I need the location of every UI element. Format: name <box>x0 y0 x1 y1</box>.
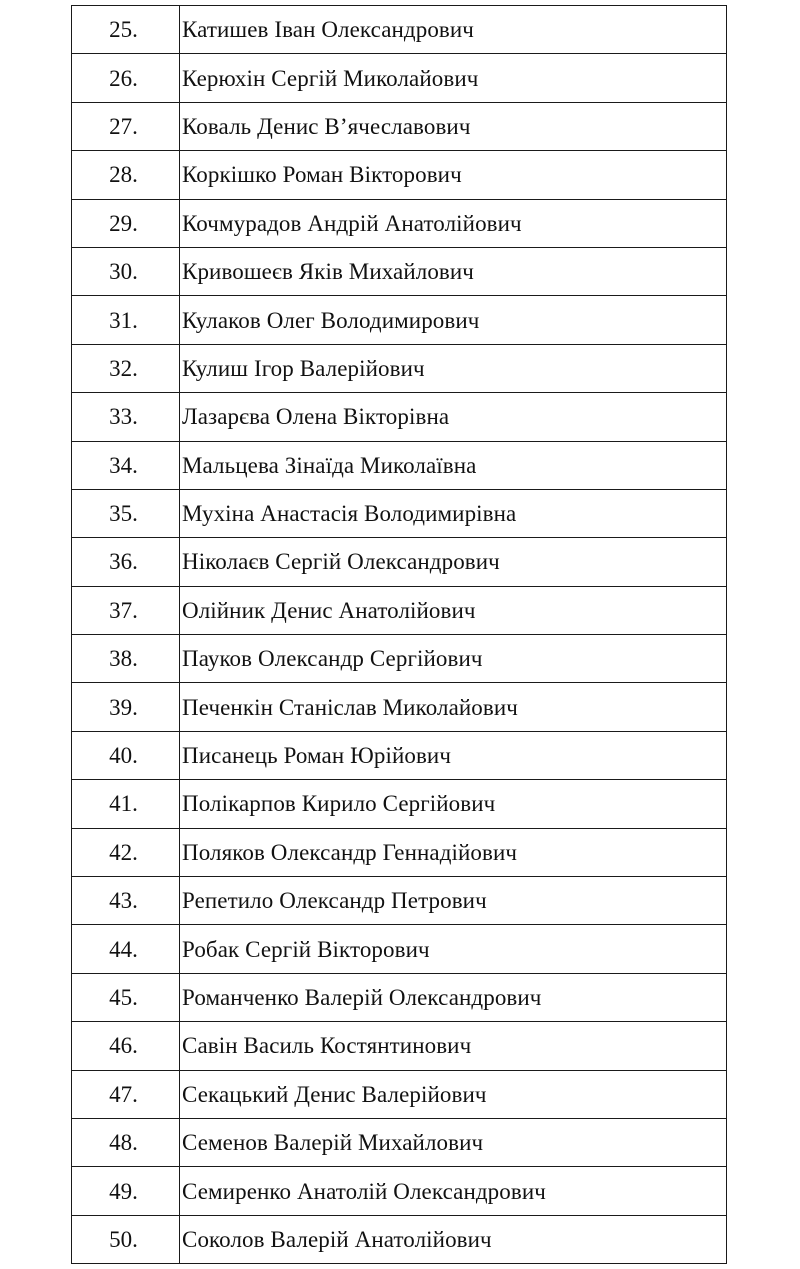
person-name: Семиренко Анатолій Олександрович <box>180 1167 727 1215</box>
table-row <box>72 731 727 779</box>
person-name: Печенкін Станіслав Миколайович <box>180 683 727 731</box>
row-number: 45. <box>72 973 180 1021</box>
table-row <box>72 925 727 973</box>
row-number: 36. <box>72 538 180 586</box>
table-row <box>72 393 727 441</box>
row-number: 32. <box>72 344 180 392</box>
table-row <box>72 489 727 537</box>
person-name: Полікарпов Кирило Сергійович <box>180 780 727 828</box>
person-name: Савін Василь Костянтинович <box>180 1022 727 1070</box>
name-list-table <box>71 5 727 1264</box>
table-row <box>72 877 727 925</box>
row-number: 39. <box>72 683 180 731</box>
row-number: 44. <box>72 925 180 973</box>
person-name: Писанець Роман Юрійович <box>180 731 727 779</box>
row-number: 46. <box>72 1022 180 1070</box>
row-number: 38. <box>72 635 180 683</box>
person-name: Поляков Олександр Геннадійович <box>180 828 727 876</box>
table-row <box>72 199 727 247</box>
person-name: Кривошеєв Яків Михайлович <box>180 247 727 295</box>
table-row <box>72 1215 727 1263</box>
person-name: Катишев Іван Олександрович <box>180 6 727 54</box>
person-name: Ніколаєв Сергій Олександрович <box>180 538 727 586</box>
row-number: 37. <box>72 586 180 634</box>
person-name: Кочмурадов Андрій Анатолійович <box>180 199 727 247</box>
name-list-table-body <box>72 6 727 1264</box>
person-name: Коваль Денис В’ячеславович <box>180 102 727 150</box>
row-number: 29. <box>72 199 180 247</box>
row-number: 28. <box>72 151 180 199</box>
table-row <box>72 1118 727 1166</box>
row-number: 49. <box>72 1167 180 1215</box>
person-name: Олійник Денис Анатолійович <box>180 586 727 634</box>
person-name: Лазарєва Олена Вікторівна <box>180 393 727 441</box>
person-name: Мальцева Зінаїда Миколаївна <box>180 441 727 489</box>
row-number: 34. <box>72 441 180 489</box>
table-row <box>72 683 727 731</box>
table-row <box>72 828 727 876</box>
person-name: Семенов Валерій Михайлович <box>180 1118 727 1166</box>
person-name: Репетило Олександр Петрович <box>180 877 727 925</box>
person-name: Секацький Денис Валерійович <box>180 1070 727 1118</box>
row-number: 41. <box>72 780 180 828</box>
person-name: Коркішко Роман Вікторович <box>180 151 727 199</box>
row-number: 50. <box>72 1215 180 1263</box>
row-number: 33. <box>72 393 180 441</box>
row-number: 42. <box>72 828 180 876</box>
table-row <box>72 6 727 54</box>
person-name: Мухіна Анастасія Володимирівна <box>180 489 727 537</box>
row-number: 25. <box>72 6 180 54</box>
table-row <box>72 780 727 828</box>
row-number: 47. <box>72 1070 180 1118</box>
person-name: Кулаков Олег Володимирович <box>180 296 727 344</box>
row-number: 40. <box>72 731 180 779</box>
row-number: 31. <box>72 296 180 344</box>
row-number: 30. <box>72 247 180 295</box>
row-number: 26. <box>72 54 180 102</box>
table-row <box>72 973 727 1021</box>
table-row <box>72 538 727 586</box>
table-row <box>72 54 727 102</box>
table-row <box>72 635 727 683</box>
table-row <box>72 247 727 295</box>
row-number: 27. <box>72 102 180 150</box>
table-row <box>72 586 727 634</box>
person-name: Робак Сергій Вікторович <box>180 925 727 973</box>
table-row <box>72 1022 727 1070</box>
row-number: 35. <box>72 489 180 537</box>
table-row <box>72 1070 727 1118</box>
row-number: 43. <box>72 877 180 925</box>
table-row <box>72 296 727 344</box>
table-row <box>72 102 727 150</box>
person-name: Романченко Валерій Олександрович <box>180 973 727 1021</box>
table-row <box>72 441 727 489</box>
table-row <box>72 151 727 199</box>
table-row <box>72 1167 727 1215</box>
person-name: Пауков Олександр Сергійович <box>180 635 727 683</box>
row-number: 48. <box>72 1118 180 1166</box>
person-name: Керюхін Сергій Миколайович <box>180 54 727 102</box>
person-name: Кулиш Ігор Валерійович <box>180 344 727 392</box>
person-name: Соколов Валерій Анатолійович <box>180 1215 727 1263</box>
table-row <box>72 344 727 392</box>
